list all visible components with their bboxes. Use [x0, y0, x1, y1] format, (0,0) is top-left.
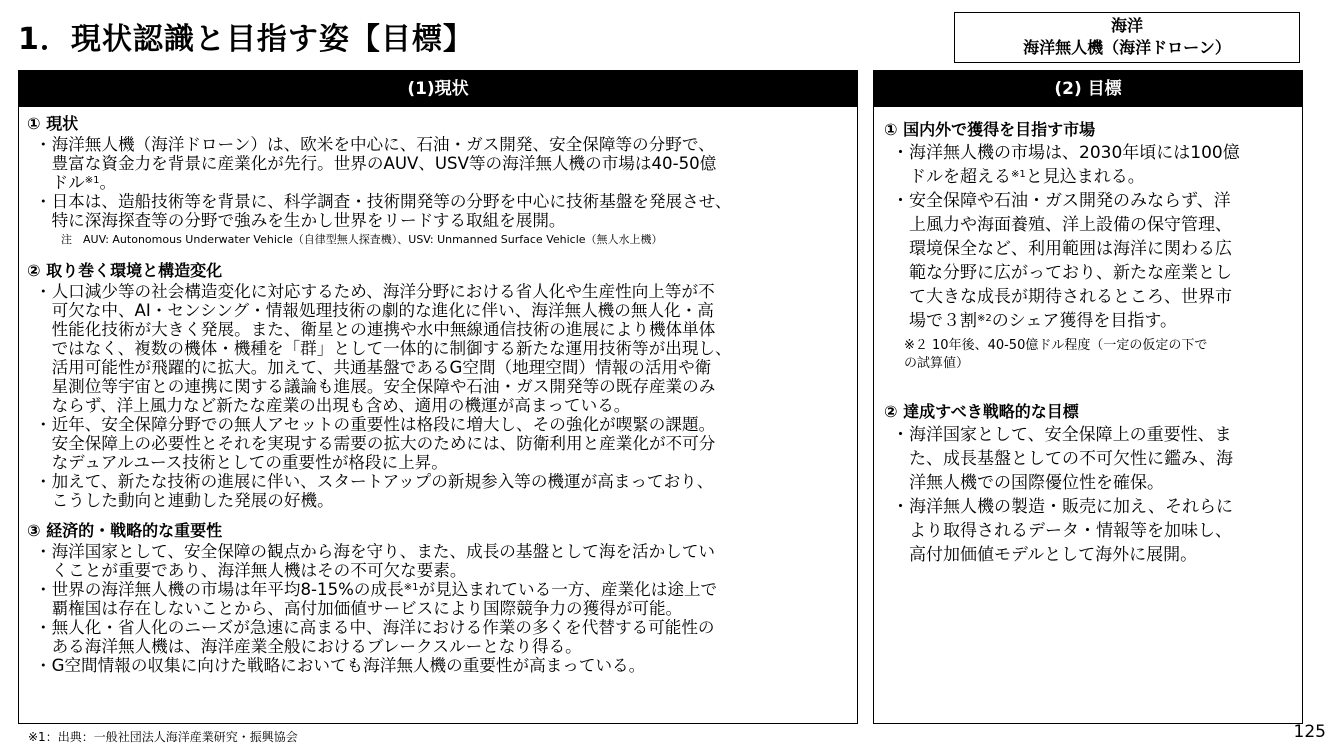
footnote-marker: ※2	[977, 313, 992, 324]
bullet-dot: ・	[35, 656, 52, 675]
bullet-item	[35, 282, 857, 415]
bullet-item	[35, 542, 857, 580]
category-tag-line2: 海洋無人機（海洋ドローン）	[1023, 38, 1231, 57]
page-number: 125	[1293, 722, 1326, 742]
bullet-text: 海洋無人機（海洋ドローン）は、欧米を中心に、石油・ガス開発、安全保障等の分野で、 豊富な資金力を背景に産業化が先行。世界のAUV、USV等の海洋無人機の市場は40-50億 ドル$^{※1}$。	[51, 135, 717, 192]
bullet-dot: ・	[35, 415, 52, 434]
bullet-text: 海洋国家として、安全保障の観点から海を守り、また、成長の基盤として海を活かしてい くことが重要であり、海洋無人機はその不可欠な要素。	[51, 542, 716, 580]
bullet-item	[892, 189, 1302, 333]
bullet-dot: ・	[35, 580, 52, 599]
bullet-dot: ・	[35, 282, 52, 301]
bullet-text: 日本は、造船技術等を背景に、科学調査・技術開発等の分野を中心に技術基盤を発展させ、 特に深海探査等の分野で強みを生かし世界をリードする取組を展開。	[51, 192, 732, 230]
current-status-header: (1)現状	[19, 71, 857, 107]
bullet-item	[35, 656, 857, 675]
bullet-dot: ・	[892, 143, 909, 163]
bullet-dot: ・	[35, 472, 52, 491]
section-note: 注 AUV: Autonomous Underwater Vehicle（自律型無人探査機）、USV: Unmanned Surface Vehicle（無人水上機）	[61, 233, 663, 246]
section-note: ※２ 10年後、40-50億ドル程度（一定の仮定の下で の試算値）	[904, 338, 1208, 371]
footnote-marker: ※1	[403, 582, 419, 593]
bullet-item	[35, 618, 857, 656]
bullet-dot: ・	[892, 497, 909, 517]
source-footnote: ※1：出典：一般社団法人海洋産業研究・振興協会	[28, 730, 298, 744]
section-spacer	[27, 510, 857, 518]
bullet-dot: ・	[35, 618, 52, 637]
section-title: ② 取り巻く環境と構造変化	[27, 261, 223, 280]
bullet-text: 海洋無人機の製造・販売に加え、それらに より取得されるデータ・情報等を加味し、 高付加価値モデルとして海外に展開。	[909, 497, 1234, 565]
section-title: ① 国内外で獲得を目指す市場	[884, 120, 1096, 139]
category-tag-line1: 海洋	[1110, 16, 1143, 35]
bullet-text: 安全保障や石油・ガス開発のみならず、洋 上風力や海面養殖、洋上設備の保守管理、 環境保全など、利用範囲は海洋に関わる広 範な分野に広がっており、新たな産業とし て大きな成長が期待されるところ、世界市 場で３割$^{※2}$のシェア獲得を目指す。	[909, 191, 1232, 331]
bullet-item	[35, 472, 857, 510]
page-title: 1．現状認識と目指す姿【目標】	[18, 22, 474, 57]
bullet-item	[35, 415, 857, 472]
footnote-marker: ※1	[1011, 169, 1026, 180]
section-spacer	[27, 250, 857, 258]
footnote-marker: ※1	[84, 175, 100, 186]
bullet-text: G空間情報の収集に向けた戦略においても海洋無人機の重要性が高まっている。	[51, 656, 646, 675]
bullet-dot: ・	[35, 135, 52, 154]
section-spacer	[884, 373, 1302, 399]
section-title: ② 達成すべき戦略的な目標	[884, 402, 1079, 421]
bullet-text: 無人化・省人化のニーズが急速に高まる中、海洋における作業の多くを代替する可能性の ある海洋無人機は、海洋産業全般におけるブレークスルーとなり得る。	[51, 618, 715, 656]
bullet-item	[892, 423, 1302, 495]
bullet-text: 世界の海洋無人機の市場は年平均8-15%の成長$^{※1}$が見込まれている一方、産業化は途上で 覇権国は存在しないことから、高付加価値サービスにより国際競争力の獲得が可能。	[51, 580, 718, 618]
goals-panel	[873, 70, 1303, 724]
bullet-item	[35, 135, 857, 192]
bullet-item	[35, 192, 857, 230]
bullet-item	[892, 141, 1302, 189]
bullet-item	[892, 495, 1302, 567]
bullet-item	[35, 580, 857, 618]
category-tag-box	[954, 12, 1300, 63]
bullet-text: 加えて、新たな技術の進展に伴い、スタートアップの新規参入等の機運が高まっており、 こうした動向と連動した発展の好機。	[51, 472, 714, 510]
section-title: ③ 経済的・戦略的な重要性	[27, 521, 223, 540]
bullet-dot: ・	[892, 191, 909, 211]
bullet-dot: ・	[35, 542, 52, 561]
current-status-body	[19, 107, 857, 675]
bullet-text: 海洋無人機の市場は、2030年頃には100億 ドルを超える$^{※1}$と見込まれる。	[909, 143, 1240, 187]
goals-body	[874, 107, 1302, 567]
bullet-text: 近年、安全保障分野での無人アセットの重要性は格段に増大し、その強化が喫緊の課題。 安全保障上の必要性とそれを実現する需要の拡大のためには、防衛利用と産業化が不可分 なデュアルユース技術としての重要性が格段に上昇。	[51, 415, 716, 472]
goals-header: (2) 目標	[874, 71, 1302, 107]
bullet-text: 人口減少等の社会構造変化に対応するため、海洋分野における省人化や生産性向上等が不 可欠な中、AI・センシング・情報処理技術の劇的な進化に伴い、海洋無人機の無人化・高 性能化技術が大きく発展。また、衛星との連携や水中無線通信技術の進展により機体単体 ではなく、複数の機体・機種を「群」として一体的に制御する新たな運用技術等が出現し、 活用可能性が飛躍的に拡大。加えて、共通基盤であるG空間（地理空間）情報の活用や衛 星測位等宇宙との連携に関する議論も進展。安全保障や石油・ガス開発等の既存産業のみ ならず、洋上風力など新たな産業の出現も含め、適用の機運が高まっている。	[51, 282, 732, 415]
bullet-text: 海洋国家として、安全保障上の重要性、ま た、成長基盤としての不可欠性に鑑み、海 洋無人機での国際優位性を確保。	[909, 425, 1234, 493]
bullet-dot: ・	[892, 425, 909, 445]
bullet-dot: ・	[35, 192, 52, 211]
current-status-panel	[18, 70, 858, 724]
section-title: ① 現状	[27, 114, 79, 133]
